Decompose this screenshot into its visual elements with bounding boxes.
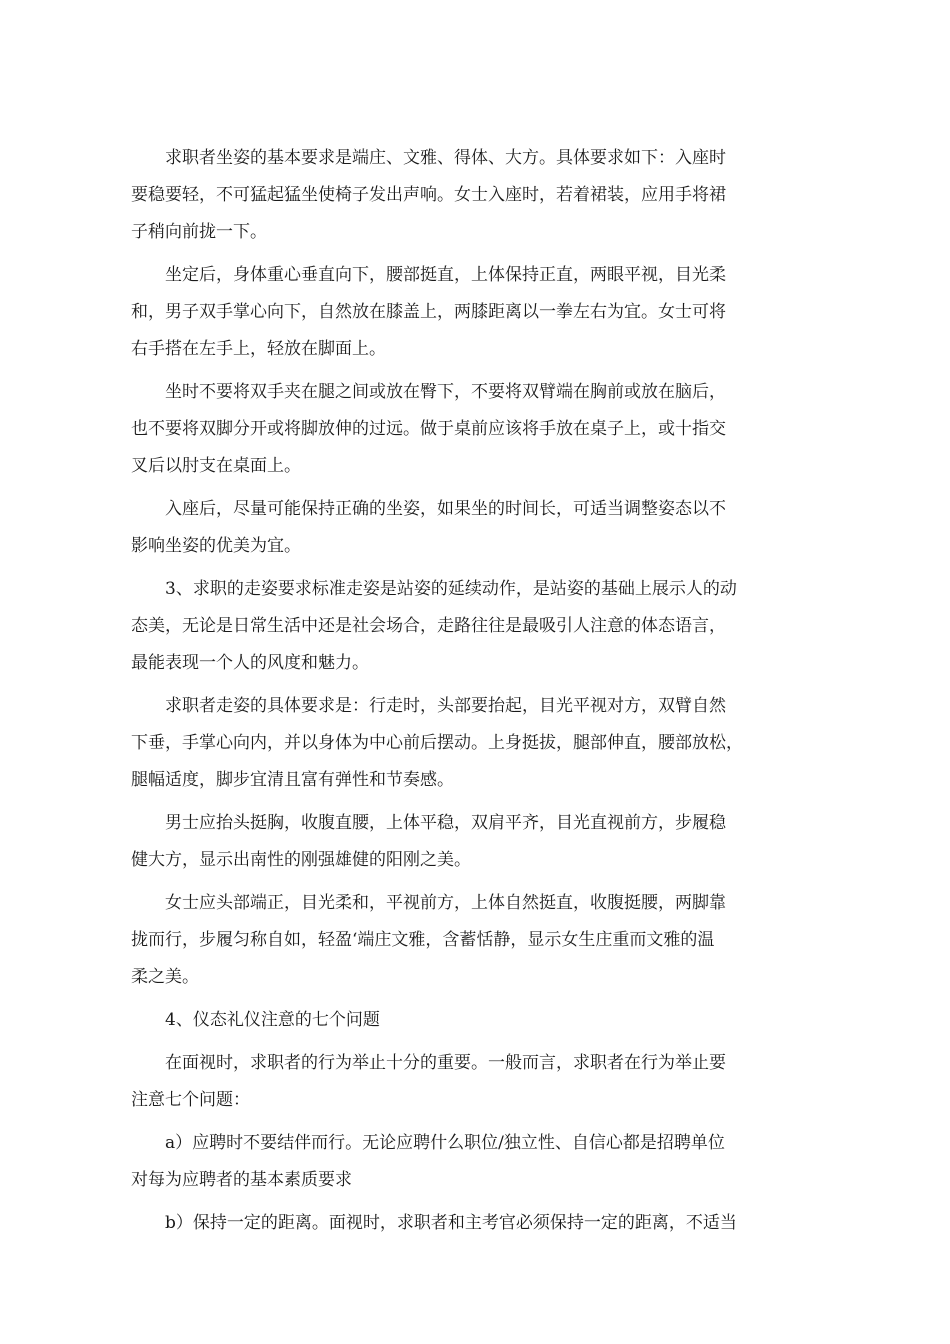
text-line: 坐定后，身体重心垂直向下，腰部挺直，上体保持正直，两眼平视，目光柔 [165,265,726,285]
text-line: 3、求职的走姿要求标准走姿是站姿的延续动作，是站姿的基础上展示人的动 [165,579,737,599]
document-body [131,140,825,1248]
text-line: 求职者坐姿的基本要求是端庄、文雅、得体、大方。具体要求如下：入座时 [165,148,726,168]
text-line: 右手搭在左手上，轻放在脚面上。 [131,339,386,359]
paragraph [131,571,825,682]
list-item [131,1205,825,1242]
text-line: 也不要将双脚分开或将脚放伸的过远。做于桌前应该将手放在桌子上，或十指交 [131,419,726,439]
text-line: 在面视时，求职者的行为举止十分的重要。一般而言，求职者在行为举止要 [165,1053,726,1073]
paragraph [131,140,825,251]
text-line: 要稳要轻，不可猛起猛坐使椅子发出声响。女士入座时，若着裙装，应用手将裙 [131,185,726,205]
paragraph [131,257,825,368]
text-line: 入座后，尽量可能保持正确的坐姿，如果坐的时间长，可适当调整姿态以不 [165,499,726,519]
paragraph [131,688,825,799]
text-line: 和，男子双手掌心向下，自然放在膝盖上，两膝距离以一拳左右为宜。女士可将 [131,302,726,322]
paragraph [131,1045,825,1119]
text-line: a）应聘时不要结伴而行。无论应聘什么职位/独立性、自信心都是招聘单位 [165,1133,725,1153]
text-line: 对每为应聘者的基本素质要求 [131,1170,352,1190]
list-item [131,1125,825,1199]
text-line: 柔之美。 [131,967,199,987]
text-line: 坐时不要将双手夹在腿之间或放在臀下，不要将双臂端在胸前或放在脑后， [165,382,726,402]
text-line: 子稍向前拢一下。 [131,222,267,242]
text-line: 最能表现一个人的风度和魅力。 [131,653,369,673]
text-line: 注意七个问题： [131,1090,250,1110]
text-line: 求职者走姿的具体要求是：行走时，头部要抬起，目光平视对方，双臂自然 [165,696,726,716]
section-heading [131,1002,825,1039]
text-line: 健大方，显示出南性的刚强雄健的阳刚之美。 [131,850,471,870]
text-line: 下垂，手掌心向内，并以身体为中心前后摆动。上身挺拔，腿部伸直，腰部放松， [131,733,743,753]
text-line: 男士应抬头挺胸，收腹直腰，上体平稳，双肩平齐，目光直视前方，步履稳 [165,813,726,833]
text-line: 拢而行，步履匀称自如，轻盈‘端庄文雅，含蓄恬静，显示女生庄重而文雅的温 [131,930,715,950]
paragraph [131,374,825,485]
text-line: 腿幅适度，脚步宜清且富有弹性和节奏感。 [131,770,454,790]
text-line: 女士应头部端正，目光柔和，平视前方，上体自然挺直，收腹挺腰，两脚靠 [165,893,726,913]
paragraph [131,491,825,565]
paragraph [131,805,825,879]
paragraph [131,885,825,996]
text-line: 叉后以肘支在桌面上。 [131,456,301,476]
text-line: b）保持一定的距离。面视时，求职者和主考官必须保持一定的距离，不适当 [165,1213,737,1233]
text-line: 4、仪态礼仪注意的七个问题 [165,1010,380,1030]
text-line: 态美，无论是日常生活中还是社会场合，走路往往是最吸引人注意的体态语言， [131,616,726,636]
text-line: 影响坐姿的优美为宜。 [131,536,301,556]
